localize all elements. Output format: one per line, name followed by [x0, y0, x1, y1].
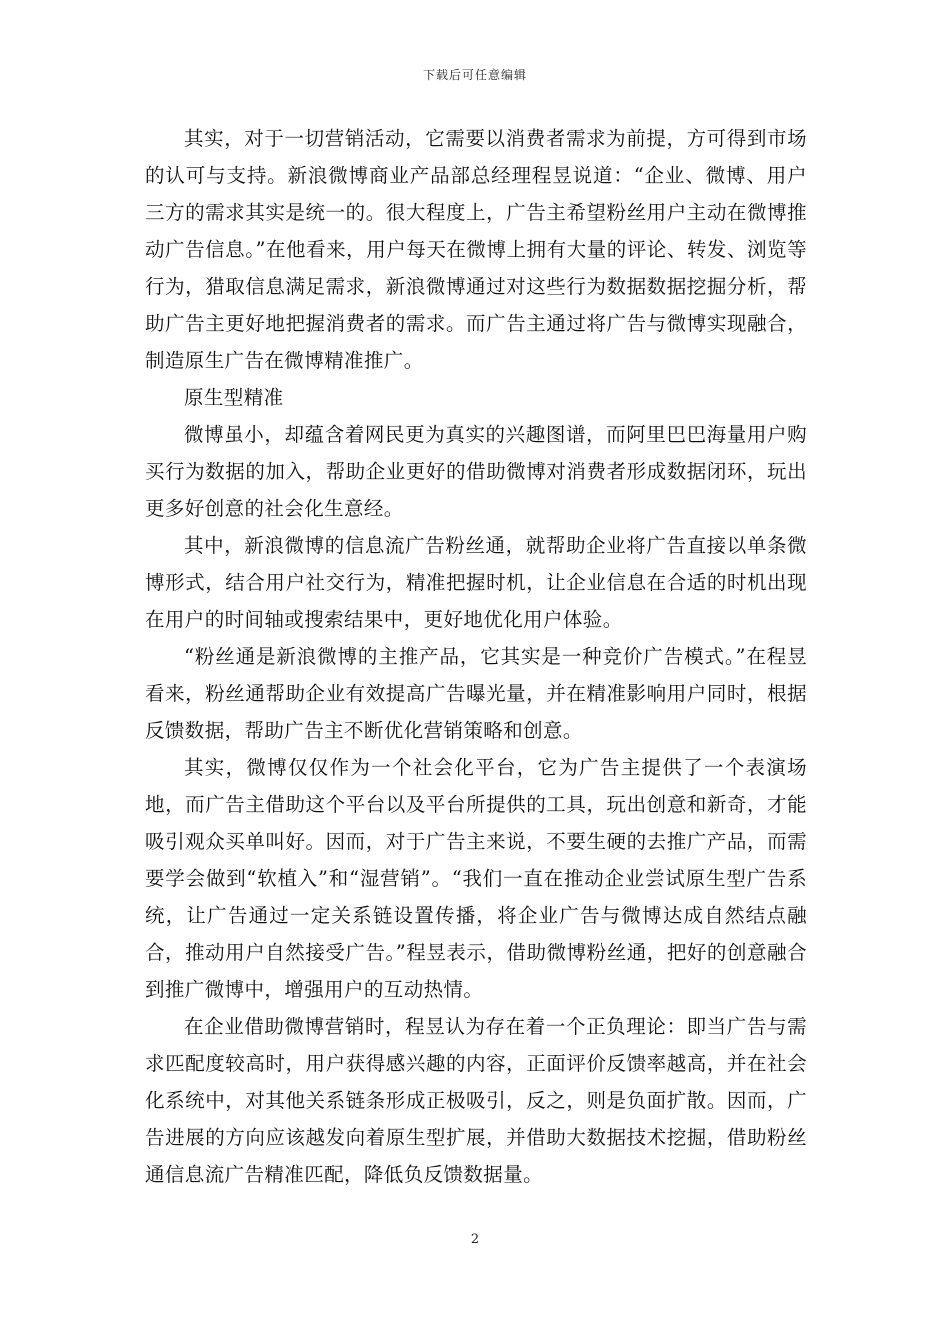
paragraph: 其实，微博仅仅作为一个社会化平台，它为广告主提供了一个表演场地，而广告主借助这个平台以及平台所提供的工具，玩出创意和新奇，才能吸引观众买单叫好。因而，对于广告主来说，不要生硬的去推广产品，而需要学会做到“软植入”和“湿营销”。“我们一直在推动企业尝试原生型广告系统，让广告通过一定关系链设置传播，将企业广告与微博达成自然结点融合，推动用户自然接受广告。”程昱表示，借助微博粉丝通，把好的创意融合到推广微博中，增强用户的互动热情。 [145, 756, 807, 1001]
paragraph: 其中，新浪微博的信息流广告粉丝通，就帮助企业将广告直接以单条微博形式，结合用户社交行为，精准把握时机，让企业信息在合适的时机出现在用户的时间轴或搜索结果中，更好地优化用户体验。 [145, 534, 807, 631]
document-body [145, 120, 807, 1193]
paragraph: 在企业借助微博营销时，程昱认为存在着一个正负理论：即当广告与需求匹配度较高时，用户获得感兴趣的内容，正面评价反馈率越高，并在社会化系统中，对其他关系链条形成正极吸引，反之，则是负面扩散。因而，广告进展的方向应该越发向着原生型扩展，并借助大数据技术挖掘，借助粉丝通信息流广告精准匹配，降低负反馈数据量。 [145, 1015, 807, 1186]
section-heading: 原生型精准 [184, 386, 284, 409]
page-number: 2 [470, 1232, 480, 1247]
page-header: 下载后可任意编辑 [422, 68, 527, 82]
paragraph: 其实，对于一切营销活动，它需要以消费者需求为前提，方可得到市场的认可与支持。新浪微博商业产品部总经理程昱说道：“企业、微博、用户三方的需求其实是统一的。很大程度上，广告主希望粉丝用户主动在微博推动广告信息。”在他看来，用户每天在微博上拥有大量的评论、转发、浏览等行为，猎取信息满足需求，新浪微博通过对这些行为数据数据挖掘分析，帮助广告主更好地把握消费者的需求。而广告主通过将广告与微博实现融合，制造原生广告在微博精准推广。 [145, 127, 807, 372]
paragraph: “粉丝通是新浪微博的主推产品，它其实是一种竞价广告模式。”在程昱看来，粉丝通帮助企业有效提高广告曝光量，并在精准影响用户同时，根据反馈数据，帮助广告主不断优化营销策略和创意。 [145, 645, 807, 742]
paragraph: 微博虽小，却蕴含着网民更为真实的兴趣图谱，而阿里巴巴海量用户购买行为数据的加入，帮助企业更好的借助微博对消费者形成数据闭环，玩出更多好创意的社会化生意经。 [145, 423, 807, 520]
